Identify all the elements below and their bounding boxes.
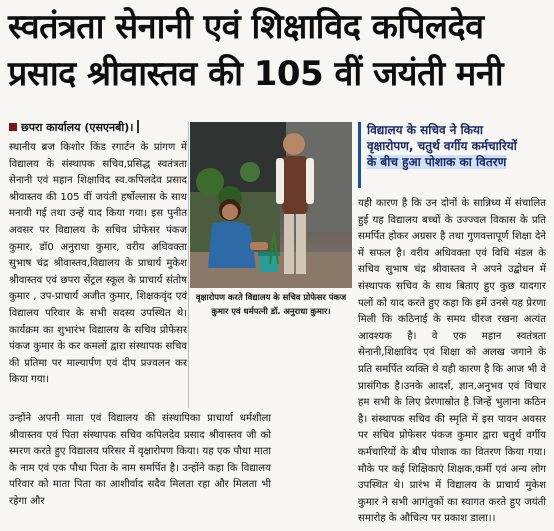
byline-text: छपरा कार्यालय (एसएनबी)। — [21, 121, 134, 134]
article-right-column: यही कारण है कि उन दोनों के सान्निध्य में संचालित हुई यह विद्यालय बच्चों के उज्ज्वल विकास के प्रति समर्पित होकर अग्रसर है तथा गुणवत्तापूर्ण शिक्षा देने में सफल है। वरीय अधिवक्ता एवं विधि मंडल के सचिव सुभाष चंद्र श्रीवास्तव ने अपने उद्बोधन में संस्थापक सचिव के साथ बिताए हुए कुछ यादगार पलों को याद करते हुए कहा कि हमें उनसे यह प्रेरणा मिली कि कठिनाई के समय धीरज रखना अत्यंत आवश्यक है। वे एक महान स्वतंत्रता सेनानी,शिक्षाविद एवं शिक्षा को अलख जगाने के प्रति समर्पित व्यक्ति थे यही कारण है कि आज भी वे प्रासंगिक है।उनके आदर्श, ज्ञान,अनुभव एवं विचार हम सभी के लिए प्रेरणास्रोत है जिन्हें भुलाना कठिन है। संस्थापक सचिव की स्मृति में इस पावन अवसर पर सचिव प्रोफेसर पंकज कुमार द्वारा चतुर्थ वर्गीय कर्मचारियों के बीच पोशाक का वितरण किया गया। मौके पर कई शिक्षिकाएं शिक्षक,कर्मी एवं अन्य लोग उपस्थित थे। प्रारंभ में विद्यालय के प्राचार्य मुकेश कुमार ने सभी आगंतुकों का स्वागत करते हुए जयंती समारोह के औचित्य पर प्रकाश डाला।। — [358, 198, 546, 525]
news-photo — [190, 122, 352, 288]
headline — [8, 4, 548, 98]
highlight-box — [358, 122, 544, 188]
photo-caption: वृक्षारोपण करते विद्यालय के सचिव प्रोफेसर पंकज कुमार एवं धर्मपत्नी डॉ. अनुराधा कुमार। — [195, 292, 347, 316]
column-divider — [188, 122, 189, 408]
square-bullet-icon — [9, 123, 17, 131]
photo-illustration — [190, 122, 352, 288]
headline-line-2: प्रसाद श्रीवास्तव की 105 वीं जयंती मनी — [8, 54, 504, 94]
divider-bar — [137, 120, 139, 133]
byline — [9, 120, 139, 135]
highlight-line-1: विद्यालय के सचिव ने किया — [367, 123, 484, 137]
article-left-bottom-paragraph: उन्होंने अपनी माता एवं विद्यालय की संस्थापिका प्राचार्या धर्मशीला श्रीवास्तव एवं पिता संस्थापक सचिव कपिलदेव प्रसाद श्रीवास्तव जी को स्मरण करते हुए विद्यालय परिसर में वृक्षारोपण किया। यह एक पौधा माता के नाम एवं एक पौधा पिता के नाम समर्पित है। उन्होंने कहा कि विद्यालय परिवार को माता पिता का आशीर्वाद सदैव मिलता रहा और मिलता भी रहेगा और — [9, 413, 271, 507]
highlight-line-3: के बीच हुआ पोशाक का वितरण — [367, 155, 507, 169]
article-left-column: स्थानीय ब्रज किशोर किंड रगार्टन के प्रांगण में विद्यालय के संस्थापक सचिव,प्रसिद्ध स्वतंत्रता सेनानी एवं महान शिक्षाविद स्व.कपिलदेव प्रसाद श्रीवास्तव की 105 वीं जयंती हर्षोल्लास के साथ मनायी गई तथा उन्हें याद किया गया। इस पुनीत अवसर पर विद्यालय के सचिव प्रोफेसर पंकज कुमार, डॉ0 अनुराधा कुमार, वरीय अधिवक्ता सुभाष चंद्र श्रीवास्तव,विद्यालय के प्राचार्य मुकेश श्रीवास्तव एवं छपरा सेंट्रल स्कूल के प्राचार्य संतोष कुमार , उप-प्राचार्य अजीत कुमार, शिक्षकवृंद एवं विद्यालय परिवार के सभी सदस्य उपस्थित थे। कार्यक्रम का शुभारंभ विद्यालय के सचिव प्रोफेसर पंकज कुमार के कर कमलों द्वारा संस्थापक सचिव की प्रतिमा पर माल्यार्पण एवं दीप प्रज्वलन कर किया गया। — [9, 142, 187, 386]
highlight-line-2: वृक्षारोपण, चतुर्थ वर्गीय कर्मचारियों — [367, 139, 517, 153]
headline-line-1: स्वतंत्रता सेनानी एवं शिक्षाविद कपिलदेव — [8, 7, 484, 47]
